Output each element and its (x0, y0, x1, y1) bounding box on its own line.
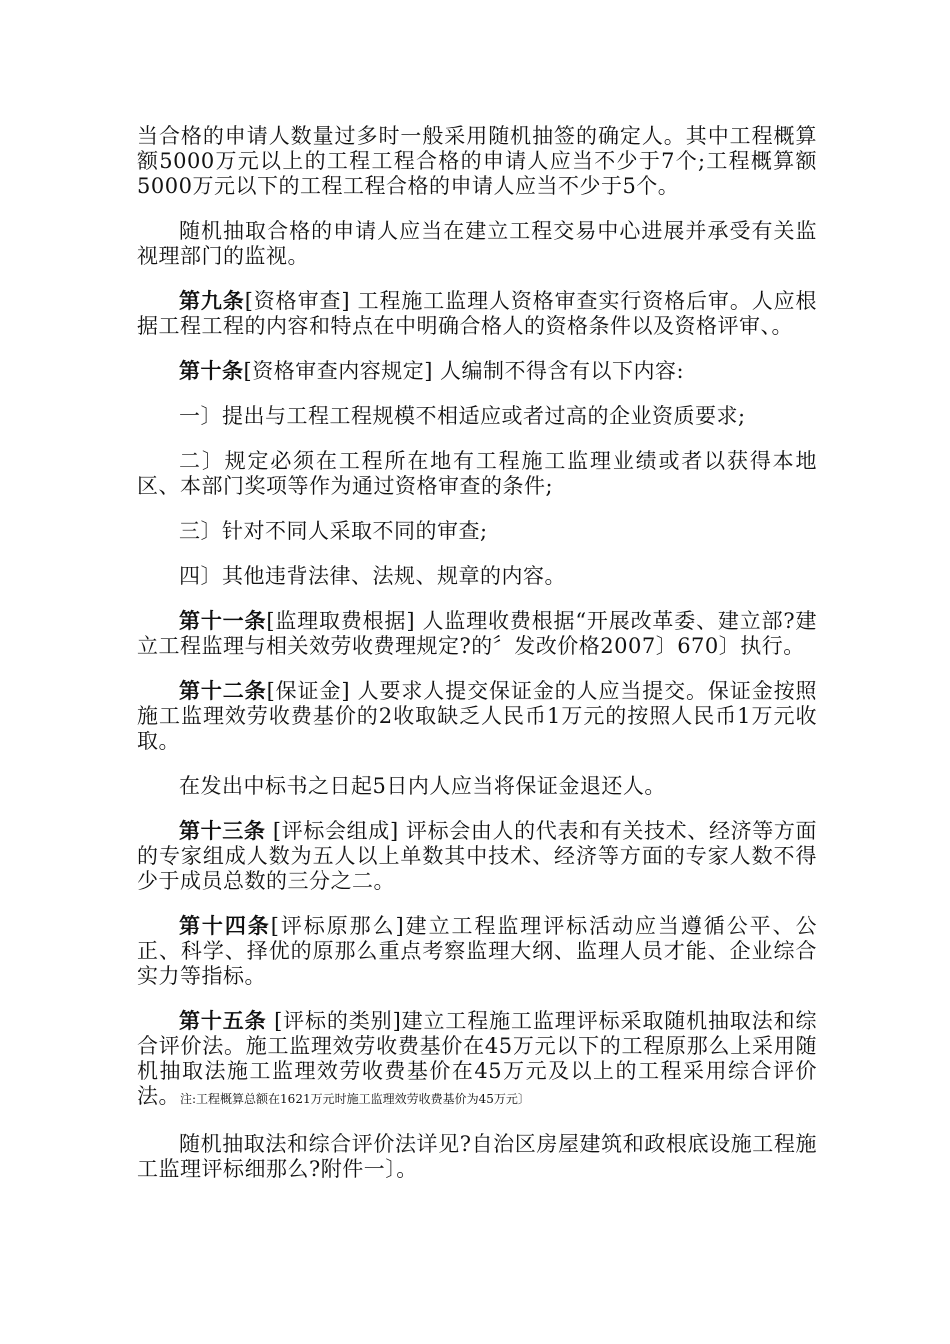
article-14-title: 第十四条 (179, 914, 271, 938)
article-11-title: 第十一条 (179, 609, 267, 633)
article-13-title: 第十三条 (179, 819, 266, 843)
article-14-text: [评标原那么]建立工程监理评标活动应当遵循公平、公正、科学、择优的原那么重点考察监理大纲、监理人员才能、企业综合实力等指标。 (137, 914, 817, 988)
article-15 (137, 1009, 817, 1112)
article-14 (137, 914, 817, 989)
article-12-title: 第十二条 (179, 679, 267, 703)
article-15-title: 第十五条 (179, 1009, 267, 1033)
paragraph-2: 随机抽取合格的申请人应当在建立工程交易中心进展并承受有关监视理部门的监视。 (137, 219, 817, 268)
list-item-3: 三〕针对不同人采取不同的审查; (179, 519, 488, 543)
article-13 (137, 819, 817, 894)
article-12 (137, 679, 817, 754)
list-item-4: 四〕其他违背法律、法规、规章的内容。 (179, 564, 566, 588)
paragraph-annex-reference: 随机抽取法和综合评价法详见?自治区房屋建筑和政根底设施工程施工监理评标细那么?附件一〕。 (137, 1132, 817, 1181)
article-11 (137, 609, 817, 659)
article-9-title: 第九条 (179, 289, 245, 313)
paragraph-1: 当合格的申请人数量过多时一般采用随机抽签的确定人。其中工程概算额5000万元以上的工程工程合格的申请人应当不少于7个;工程概算额5000万元以下的工程工程合格的申请人应当不少于5个。 (137, 124, 817, 198)
list-item-1: 一〕提出与工程工程规模不相适应或者过高的企业资质要求; (179, 404, 746, 428)
article-11-text: [监理取费根据] 人监理收费根据“开展改革委、建立部?建立工程监理与相关效劳收费理规定?的〞发改价格2007〕670〕执行。 (137, 609, 817, 658)
article-10 (137, 359, 817, 384)
article-9-text: [资格审查] 工程施工监理人资格审查实行资格后审。人应根据工程工程的内容和特点在中明确合格人的资格条件以及资格评审、。 (137, 289, 818, 338)
paragraph-deposit-return: 在发出中标书之日起5日内人应当将保证金退还人。 (179, 774, 666, 798)
article-10-title: 第十条 (179, 359, 244, 383)
document-page (137, 124, 817, 1202)
article-10-text: [资格审查内容规定] 人编制不得含有以下内容: (243, 359, 685, 383)
article-13-text: [评标会组成] 评标会由人的代表和有关技术、经济等方面的专家组成人数为五人以上单数其中技术、经济等方面的专家人数不得少于成员总数的三分之二。 (137, 819, 818, 893)
article-15-note: 注:工程概算总额在1621万元时施工监理效劳收费基价为45万元〕 (180, 1092, 530, 1106)
list-item-2: 二〕规定必须在工程所在地有工程施工监理业绩或者以获得本地区、本部门奖项等作为通过资格审查的条件; (137, 449, 817, 498)
article-12-text: [保证金] 人要求人提交保证金的人应当提交。保证金按照施工监理效劳收费基价的2收取缺乏人民币1万元的按照人民币1万元收取。 (137, 679, 817, 753)
article-15-text: [评标的类别]建立工程施工监理评标采取随机抽取法和综合评价法。施工监理效劳收费基价在45万元以下的工程原那么上采用随机抽取法施工监理效劳收费基价在45万元及以上的工程采用综合评价法。 (137, 1009, 818, 1108)
article-9 (137, 289, 817, 339)
